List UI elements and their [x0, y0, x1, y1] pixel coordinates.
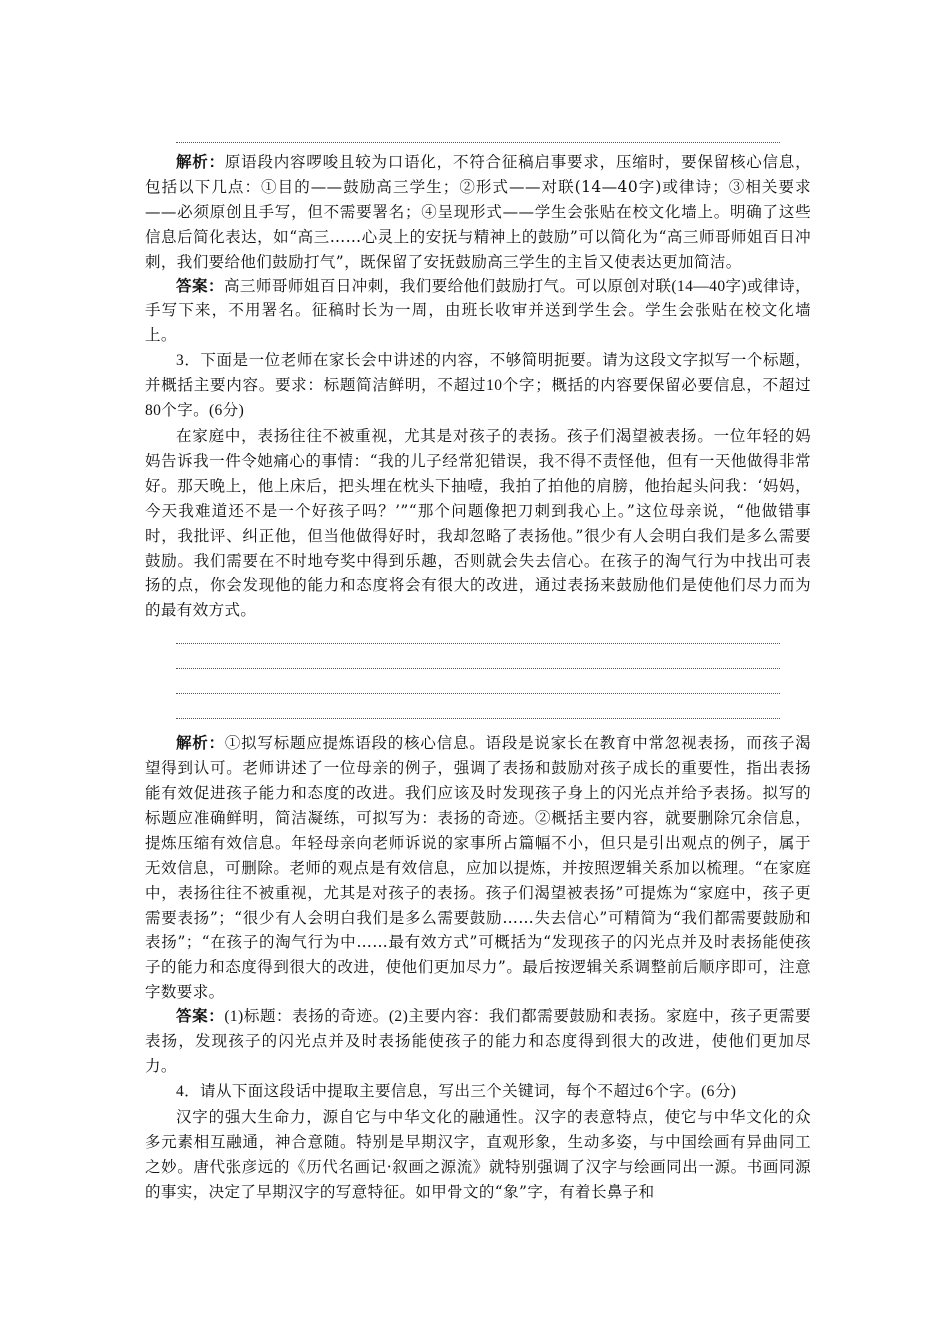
answer-paragraph-1: [145, 275, 811, 350]
top-answer-line: [176, 142, 780, 143]
analysis-paragraph-1: [145, 150, 811, 275]
answer-text: (1)标题：表扬的奇迹。(2)主要内容：我们都需要鼓励和表扬。家庭中，孩子更需要表扬，发现孩子的闪光点并及时表扬能使孩子的能力和态度得到很大的改进，使他们更加尽力。: [145, 1008, 811, 1075]
analysis-paragraph-3: [145, 731, 811, 1005]
answer-line: [176, 718, 780, 719]
answer-lines: [145, 623, 811, 731]
answer-line: [176, 693, 780, 694]
analysis-label: 解析：: [176, 733, 225, 753]
answer-label: 答案：: [176, 277, 224, 295]
question-3: 3．下面是一位老师在家长会中讲述的内容，不够简明扼要。请为这段文字拟写一个标题，并概括主要内容。要求：标题简洁鲜明，不超过10个字；概括的内容要保留必要信息，不超过80个字。(6分): [145, 352, 811, 420]
question-4-passage: 汉字的强大生命力，源自它与中华文化的融通性。汉字的表意特点，使它与中华文化的众多元素相互融通，神合意随。特别是早期汉字，直观形象，生动多姿，与中国绘画有异曲同工之妙。唐代张彦远的《历代名画记·叙画之源流》就特别强调了汉字与绘画同出一源。书画同源的事实，决定了早期汉字的写意特征。如甲骨文的“象”字，有着长鼻子和: [145, 1107, 811, 1201]
document-body: [145, 150, 811, 1204]
answer-label: 答案：: [176, 1008, 225, 1026]
analysis-text: ①拟写标题应提炼语段的核心信息。语段是说家长在教育中常忽视表扬，而孩子渴望得到认可。老师讲述了一位母亲的例子，强调了表扬和鼓励对孩子成长的重要性，指出表扬能有效促进孩子能力和态度的改进。我们应该及时发现孩子身上的闪光点并给予表扬。拟写的标题应准确鲜明，简洁凝练，可拟写为：表扬的奇迹。②概括主要内容，就要删除冗余信息，提炼压缩有效信息。年轻母亲向老师诉说的家事所占篇幅不小，但只是引出观点的例子，属于无效信息，可删除。老师的观点是有效信息，应加以提炼，并按照逻辑关系加以梳理。“在家庭中，表扬往往不被重视，尤其是对孩子的表扬。孩子们渴望被表扬”可提炼为“家庭中，孩子更需要表扬”；“很少有人会明白我们是多么需要鼓励……失去信心”可精简为“我们都需要鼓励和表扬”；“在孩子的淘气行为中……最有效方式”可概括为“发现孩子的闪光点并及时表扬能使孩子的能力和态度得到很大的改进，使他们更加尽力”。最后按逻辑关系调整前后顺序即可，注意字数要求。: [145, 734, 812, 1002]
question-3-passage: 在家庭中，表扬往往不被重视，尤其是对孩子的表扬。孩子们渴望被表扬。一位年轻的妈妈告诉我一件令她痛心的事情：“我的儿子经常犯错误，我不得不责怪他，但有一天他做得非常好。那天晚上，他上床后，把头埋在枕头下抽噎，我拍了拍他的肩膀，他抬起头问我：‘妈妈，今天我难道还不是一个好孩子吗？’”“那个问题像把刀刺到我心上。”这位母亲说，“他做错事时，我批评、纠正他，但当他做得好时，我却忽略了表扬他。”很少有人会明白我们是多么需要鼓励。我们需要在不时地夸奖中得到乐趣，否则就会失去信心。在孩子的淘气行为中找出可表扬的点，你会发现他的能力和态度将会有很大的改进，通过表扬来鼓励他们是使他们尽力而为的最有效方式。: [145, 426, 811, 620]
answer-paragraph-3: [145, 1005, 811, 1080]
question-4: 4．请从下面这段话中提取主要信息，写出三个关键词，每个不超过6个字。(6分): [176, 1082, 737, 1100]
answer-line: [176, 668, 780, 669]
analysis-label: 解析：: [176, 152, 225, 171]
answer-text: 高三师哥师姐百日冲刺，我们要给他们鼓励打气。可以原创对联(14—40字)或律诗，手写下来，不用署名。征稿时长为一周，由班长收审并送到学生会。学生会张贴在校文化墙上。: [145, 277, 812, 345]
answer-line: [176, 643, 780, 644]
analysis-text: 原语段内容啰唆且较为口语化，不符合征稿启事要求，压缩时，要保留核心信息，包括以下几点：①目的——鼓励高三学生；②形式——对联(14—40字)或律诗；③相关要求——必须原创且手写，但不需要署名；④呈现形式——学生会张贴在校文化墙上。明确了这些信息后简化表达，如“高三……心灵上的安抚与精神上的鼓励”可以简化为“高三师哥师姐百日冲刺，我们要给他们鼓励打气”，既保留了安抚鼓励高三学生的主旨又使表达更加简洁。: [145, 153, 812, 271]
